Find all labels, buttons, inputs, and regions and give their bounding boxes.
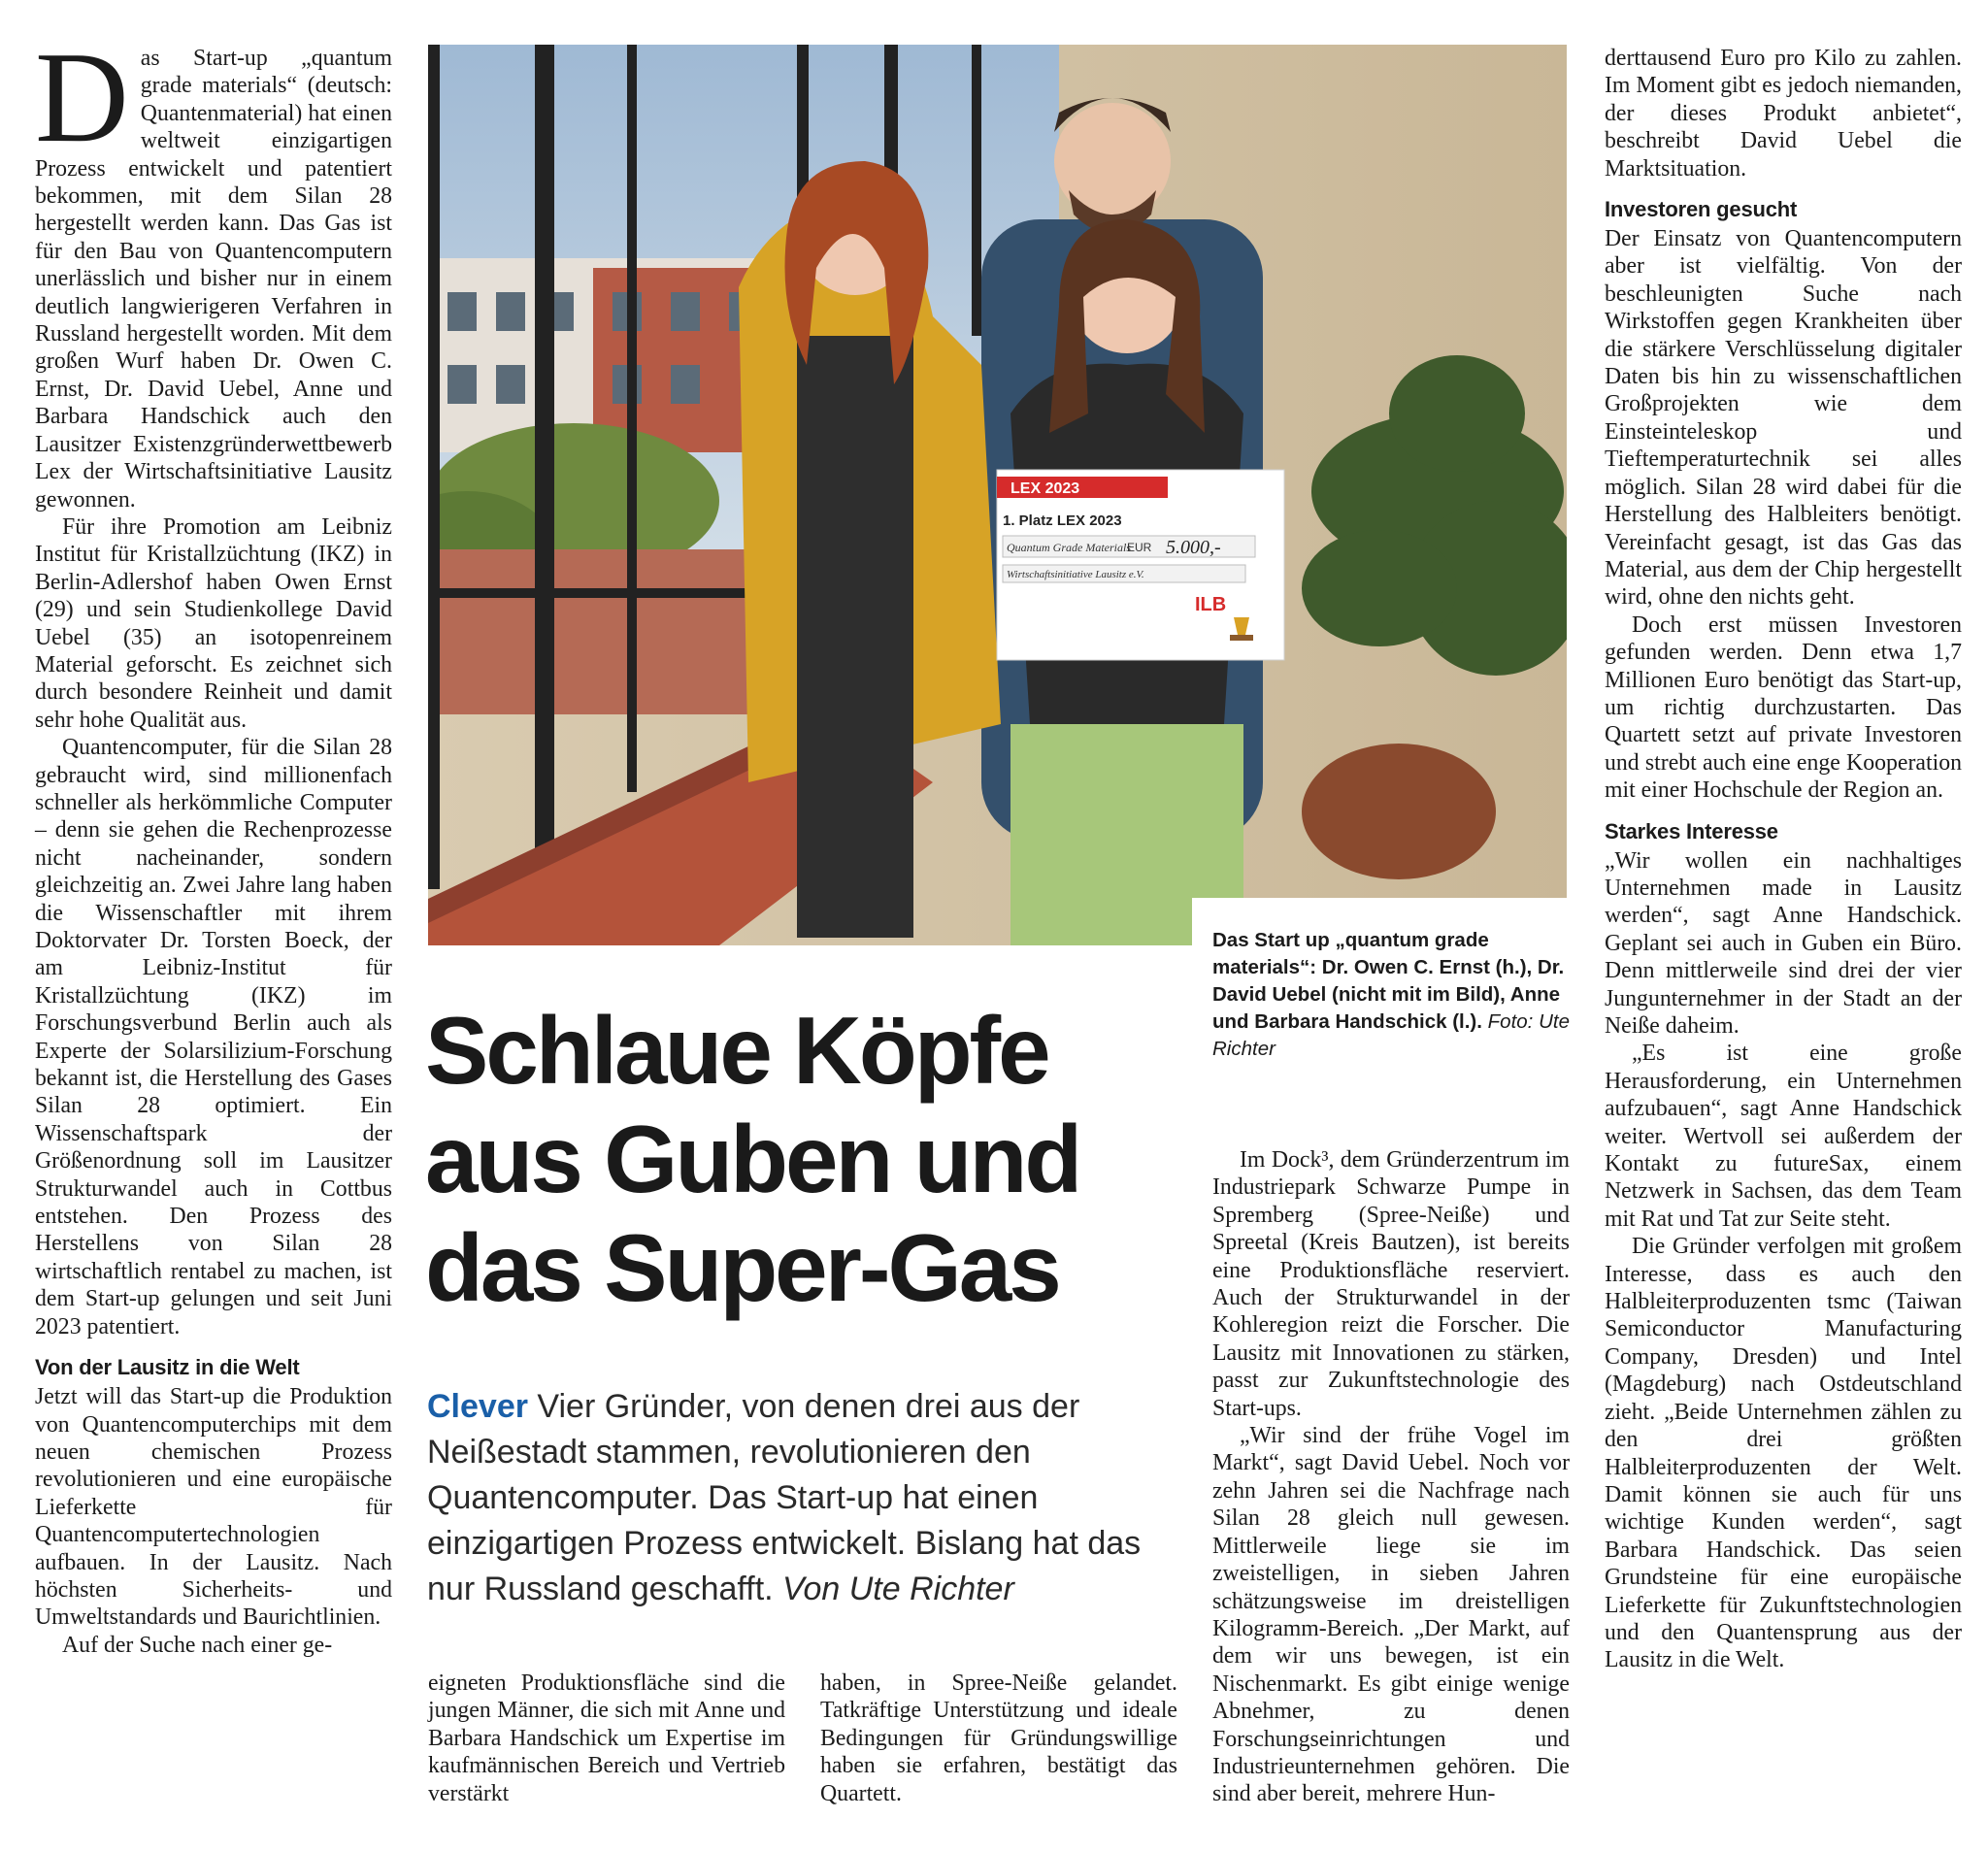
paragraph: Im Dock³, dem Gründerzentrum im Industriepark Schwarze Pumpe in Spremberg (Spree-Neiße) und Spreetal (Kreis Bautzen), ist bereits eine Produktionsfläche reserviert. Auch der Strukturwandel in der Kohleregion reizt die Forscher. Die Lausitz mit Innovationen zu stärken, passt zur Zukunftstechnologie des Start-ups. bbox=[1212, 1147, 1570, 1421]
photo-credit: Foto: Ute Richter bbox=[1212, 1010, 1570, 1060]
teaser-kicker: Clever bbox=[427, 1388, 528, 1425]
paragraph: haben, in Spree-Neiße gelandet. Tatkräftige Unterstützung und ideale Bedingungen für Gründungswillige haben sie erfahren, bestätigt das Quartett. bbox=[820, 1670, 1177, 1806]
paragraph: Jetzt will das Start-up die Produktion von Quantencomputerchips mit dem neuen chemischen Prozess revolutionieren und eine europäische Lieferkette für Quantencomputertechnologien aufbauen. In der Lausitz. Nach höchsten Sicherheits- und Umweltstandards und Baurichtlinien. bbox=[35, 1384, 392, 1631]
subheading: Investoren gesucht bbox=[1605, 197, 1798, 222]
check-amount: 5.000,- bbox=[1166, 537, 1221, 558]
lead-paragraph-text: as Start-up „quantum grade materials“ (deutsch: Quantenmaterial) hat einen weltweit einzigartigen Prozess entwickelt und patentiert bekommen, mit dem Silan 28 hergestellt werden kann. Das Gas ist für den Bau von Quantencomputern unerlässlich und bisher nur in einem deutlich langwierigeren Verfahren in Russland hergestellt worden. Mit dem großen Wurf haben Dr. Owen C. Ernst, Dr. David Uebel, Anne und Barbara Handschick auch den Lausitzer Existenzgründerwettbewerb Lex der Wirtschaftsinitiative Lausitz gewonnen. bbox=[35, 46, 392, 513]
check-line2: Wirtschaftsinitiative Lausitz e.V. bbox=[1007, 569, 1144, 580]
paragraph: eigneten Produktionsfläche sind die jungen Männer, die sich mit Anne und Barbara Handschick um Expertise im kaufmännischen Bereich und Vertrieb verstärkt bbox=[428, 1670, 785, 1806]
subheading: Starkes Interesse bbox=[1605, 818, 1778, 843]
paragraph: Quantencomputer, für die Silan 28 gebraucht wird, sind millionenfach schneller als herkömmliche Computer – denn sie gehen die Rechenprozesse nicht nacheinander, sondern gleichzeitig an. Zwei Jahre lang haben die Wissenschaftler mit ihrem Doktorvater Dr. Torsten Boeck, der am Leibniz-Institut für Kristallzüchtung (IKZ) im Forschungsverbund Berlin auch als Experte der Solarsilizium-Forschung bekannt ist, die Herstellung des Gases Silan 28 optimiert. Ein Wissenschaftspark der Größenordnung soll im Lausitzer Strukturwandel auch in Cottbus entstehen. Den Prozess des Herstellens von Silan 28 wirtschaftlich rentabel zu machen, ist dem Start-up gelungen und seit Juni 2023 patentiert. bbox=[35, 735, 392, 1339]
check-banner: LEX 2023 bbox=[1011, 480, 1080, 497]
paragraph: Der Einsatz von Quantencomputern aber ist vielfältig. Von der beschleunigten Suche nach Wirkstoffen gegen Krankheiten über die stärkere Verschlüsselung digitaler Daten bis hin zu wissenschaftlichen Großprojekten wie dem Einsteinteleskop und Tieftemperaturtechnik sei alles möglich. Silan 28 wird dabei für die Herstellung des Halbleiters benötigt. Vereinfacht gesagt, ist das Gas das Material, aus dem der Chip hergestellt wird, ohne den nichts geht. bbox=[1605, 226, 1962, 611]
paragraph: Doch erst müssen Investoren gefunden werden. Denn etwa 1,7 Millionen Euro benötigt das Start-up, um richtig durchzustarten. Das Quartett setzt auf private Investoren und strebt auch eine enge Kooperation mit einer Hochschule der Region an. bbox=[1605, 612, 1962, 804]
paragraph: Die Gründer verfolgen mit großem Interesse, dass es auch den Halbleiterproduzenten tsmc (Taiwan Semiconductor Manufacturing Company, Dresden) und Intel (Magdeburg) nach Ostdeutschland zieht. „Beide Unternehmen zählen zu den drei größten Halbleiterproduzenten der Welt. Damit können sie auch für uns wichtige Kunden werden“, sagt Barbara Handschick. Das seien Grundsteine für eine europäische Lieferkette für Zukunftstechnologien und den Quantensprung aus der Lausitz in die Welt. bbox=[1605, 1234, 1962, 1673]
photo-illustration bbox=[428, 45, 1567, 945]
check-currency: EUR bbox=[1127, 541, 1152, 554]
paragraph: „Es ist eine große Herausforderung, ein Unternehmen aufzubauen“, sagt Anne Handschick weiter. Wertvoll sei außerdem der Kontakt zu futureSax, einem Netzwerk in Sachsen, das dem Team mit Rat und Tat zur Seite steht. bbox=[1605, 1041, 1962, 1232]
check-title: 1. Platz LEX 2023 bbox=[1003, 513, 1122, 529]
check-bank: ILB bbox=[1195, 594, 1227, 615]
check-payee: Quantum Grade Materials bbox=[1007, 541, 1131, 554]
caption-text: Das Start up „quantum grade materials“: Dr. Owen C. Ernst (h.), Dr. David Uebel (nicht mit im Bild), Anne und Barbara Handschick (l.). bbox=[1212, 929, 1565, 1033]
paragraph: Für ihre Promotion am Leibniz Institut für Kristallzüchtung (IKZ) in Berlin-Adlershof haben Owen Ernst (29) und sein Studienkollege David Uebel (35) an isotopenreinem Material geforscht. Es zeichnet sich durch besondere Reinheit und damit sehr hohe Qualität aus. bbox=[35, 513, 392, 733]
article-column-4 bbox=[1212, 1146, 1570, 1808]
article-column-1 bbox=[35, 25, 392, 1659]
teaser-text: Vier Gründer, von denen drei aus der Neißestadt stammen, revolutionieren den Quantencomputer. Das Start-up hat einen einzigartigen Prozess entwickelt. Bislang hat das nur Russland geschafft. bbox=[427, 1388, 1142, 1607]
teaser bbox=[427, 1384, 1184, 1612]
article-column-3 bbox=[820, 1670, 1177, 1807]
paragraph: „Wir wollen ein nachhaltiges Unternehmen made in Lausitz werden“, sagt Anne Handschick. Geplant sei auch in Guben ein Büro. Denn mittlerweile sind drei der vier Jungunternehmer in der Stadt an der Neiße daheim. bbox=[1605, 847, 1962, 1039]
paragraph: derttausend Euro pro Kilo zu zahlen. Im Moment gibt es jedoch niemanden, der dieses Produkt anbietet“, beschreibt David Uebel die Marktsituation. bbox=[1605, 46, 1962, 182]
subheading: Von der Lausitz in die Welt bbox=[35, 1355, 300, 1380]
paragraph: „Wir sind der frühe Vogel im Markt“, sagt David Uebel. Noch vor zehn Jahren sei die Nachfrage nach Silan 28 gleich null gewesen. Mittlerweile liege sie im zweistelligen, in sieben Jahren schätzungsweise im dreistelligen Kilogramm-Bereich. „Der Markt, auf dem wir uns bewegen, ist ein Nischenmarkt. Es gibt einige wenige Abnehmer, zu denen Forschungseinrichtungen und Industrieunternehmen gehören. Die sind aber bereit, mehrere Hun- bbox=[1212, 1423, 1570, 1807]
headline bbox=[425, 996, 1182, 1322]
headline-line: das Super-Gas bbox=[425, 1214, 1059, 1321]
article-column-2 bbox=[428, 1670, 785, 1807]
headline-line: Schlaue Köpfe bbox=[425, 997, 1048, 1104]
paragraph: Auf der Suche nach einer ge- bbox=[62, 1632, 333, 1658]
byline: Von Ute Richter bbox=[782, 1571, 1014, 1607]
lead-paragraph bbox=[35, 25, 392, 513]
headline-line: aus Guben und bbox=[425, 1106, 1080, 1212]
article-photo bbox=[428, 45, 1567, 945]
article-column-5 bbox=[1605, 45, 1962, 1674]
photo-caption bbox=[1212, 927, 1570, 1063]
dropcap-letter: D bbox=[35, 25, 129, 169]
